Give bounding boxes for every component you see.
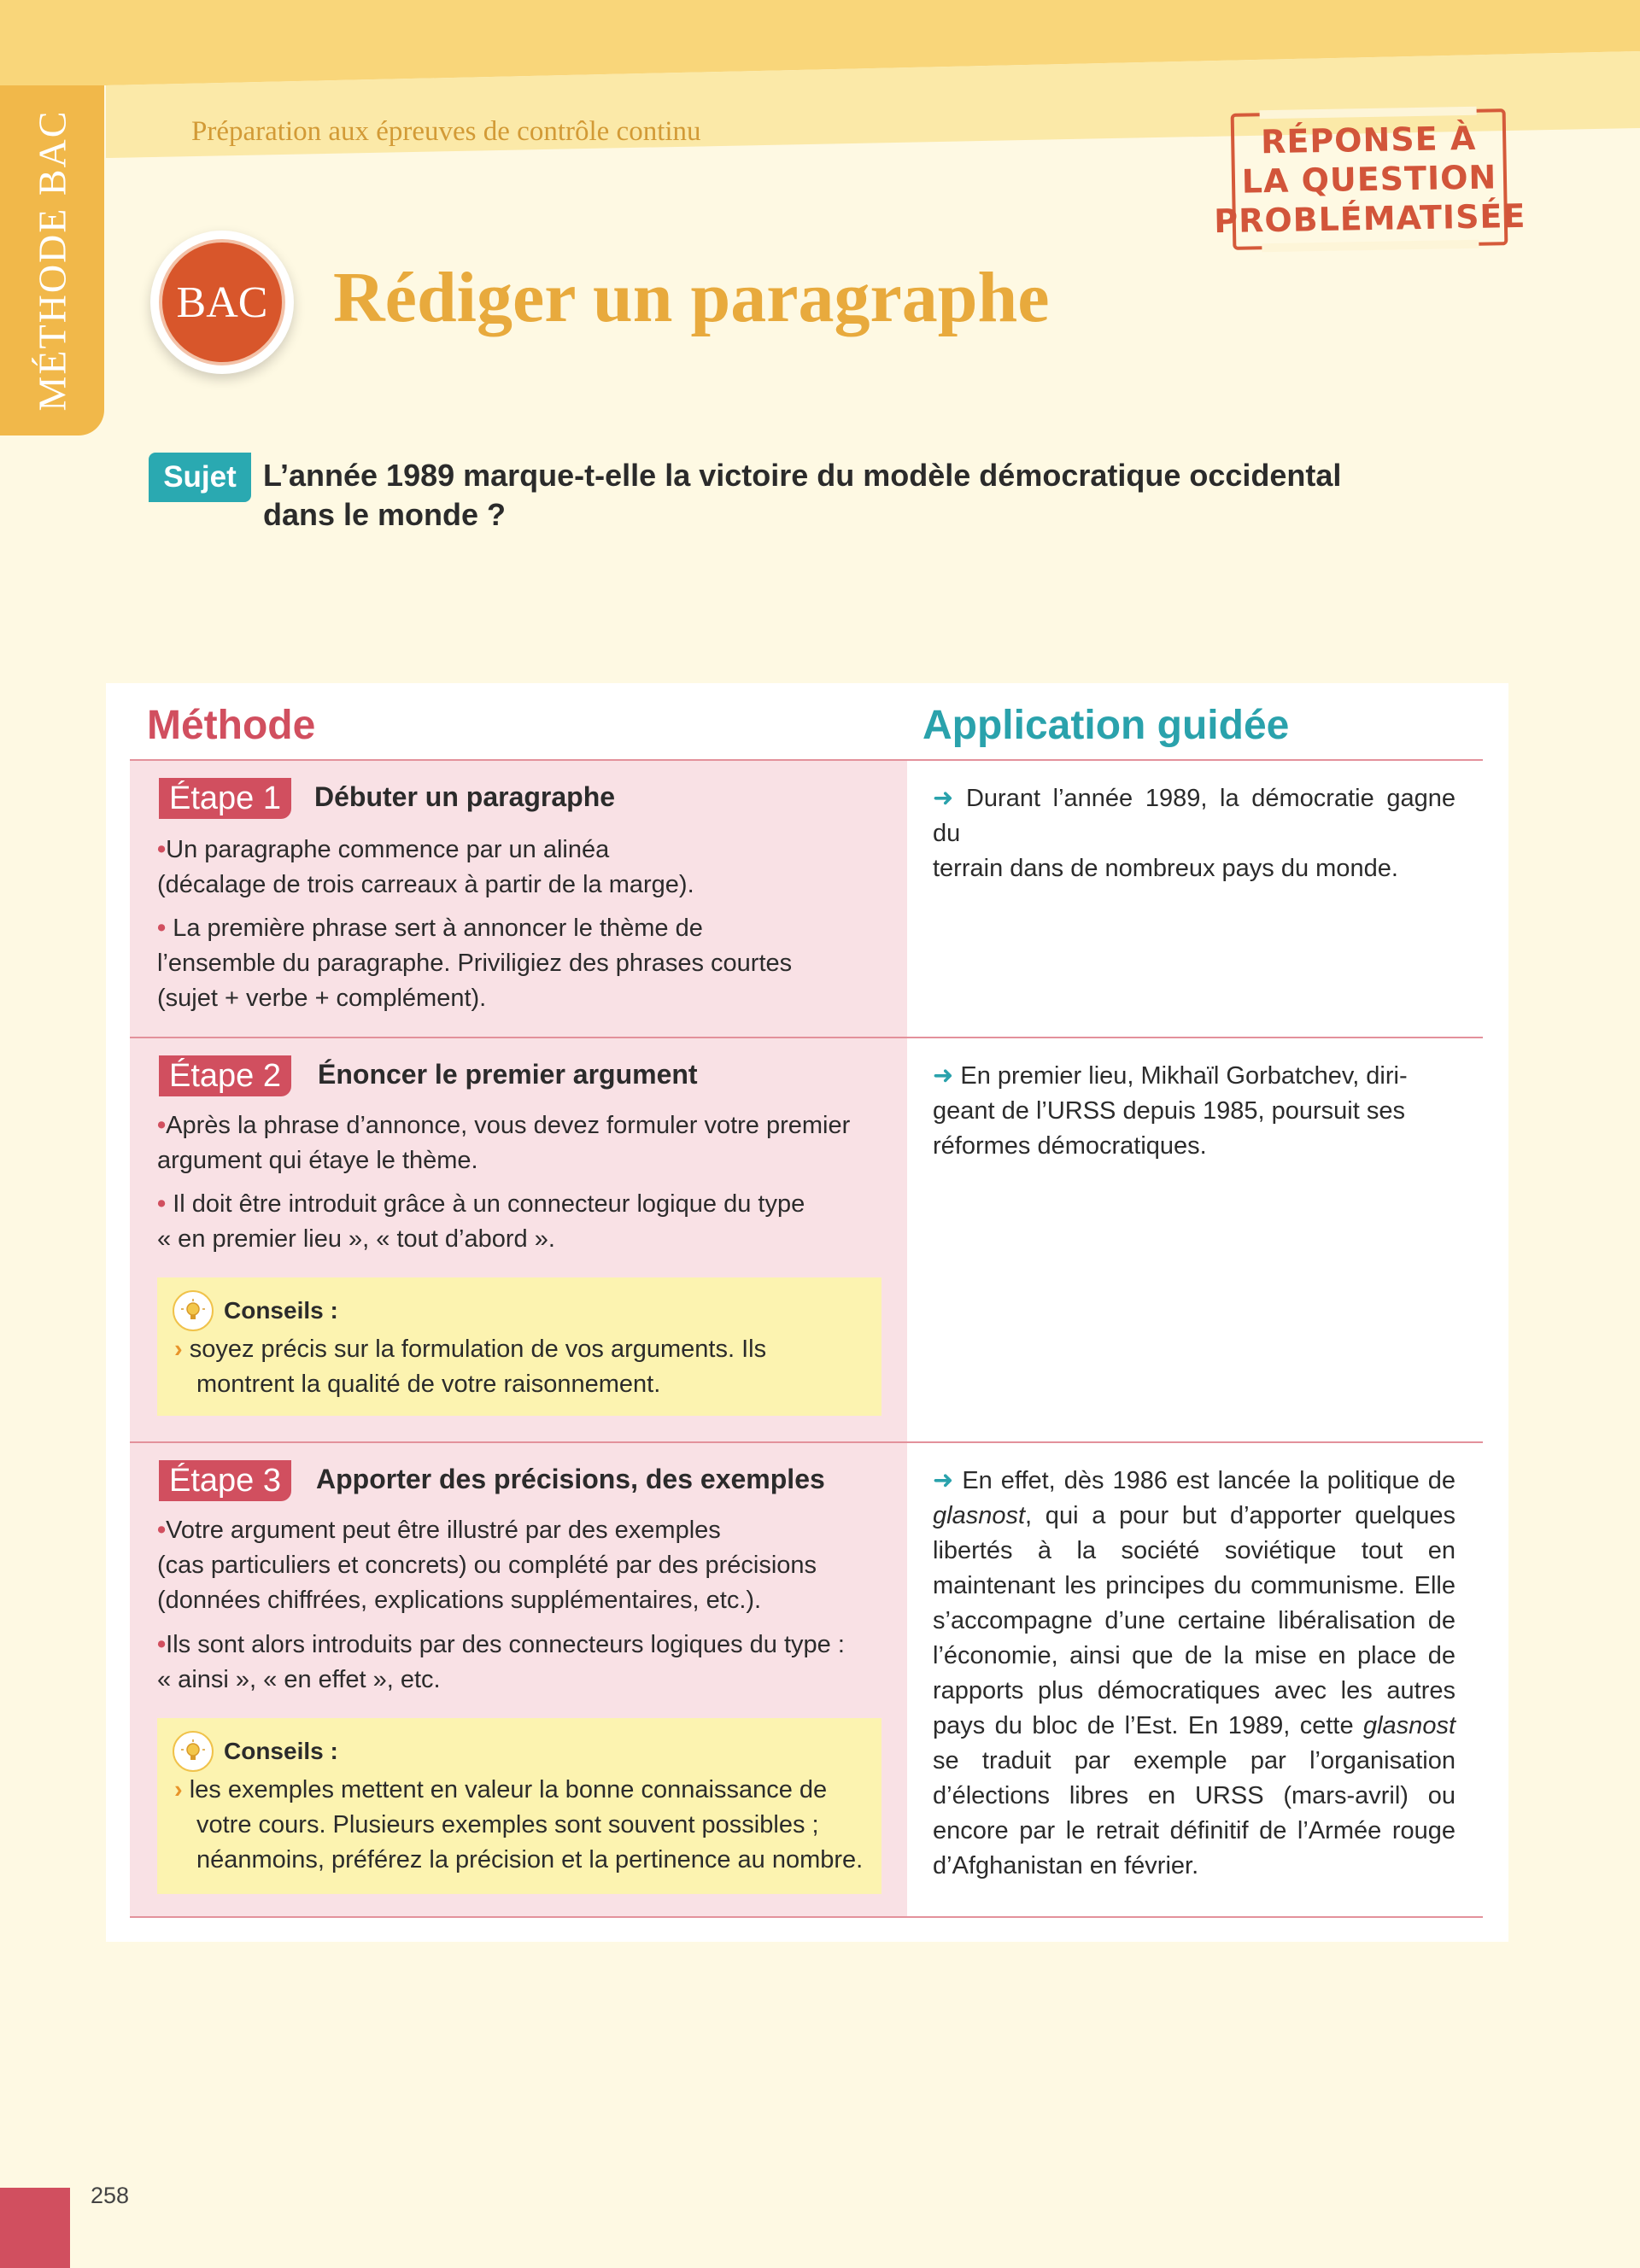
sujet-line-1: L’année 1989 marque-t-elle la victoire du modèle démocratique occidental xyxy=(263,458,1342,493)
methode-cell xyxy=(130,1443,907,1916)
arrow-right-icon: ➜ xyxy=(933,1062,954,1090)
stamp-line-2: LA QUESTION xyxy=(1241,158,1497,201)
application-italic-term: glasnost xyxy=(1362,1712,1456,1739)
conseils-header xyxy=(173,1730,866,1773)
application-line: Durant l’année 1989, la démocratie gagne du xyxy=(933,785,1456,847)
bullet-line: (décalage de trois carreaux à partir de la marge). xyxy=(157,871,694,898)
bullet-line: Après la phrase d’annonce, vous devez formuler votre premier xyxy=(166,1112,851,1139)
conseils-box xyxy=(157,1277,882,1416)
bullet-line: « en premier lieu », « tout d’abord ». xyxy=(157,1225,555,1253)
page-number: 258 xyxy=(91,2183,130,2208)
application-cell xyxy=(907,1443,1483,1916)
methode-cell xyxy=(130,1038,907,1441)
stamp-line-1: RÉPONSE À xyxy=(1260,119,1477,161)
conseils-label: Conseils : xyxy=(224,1297,338,1324)
bullet-line: (données chiffrées, explications supplémentaires, etc.). xyxy=(157,1587,762,1614)
bullet-dot: • xyxy=(157,1112,167,1139)
bullet-dot: • xyxy=(157,1190,167,1218)
bullet-line: Ils sont alors introduits par des connecteurs logiques du type : xyxy=(166,1631,845,1658)
bullet-line: (sujet + verbe + complément). xyxy=(157,985,487,1012)
preparation-line: Préparation aux épreuves de contrôle continu xyxy=(191,116,701,147)
arrow-right-icon: ➜ xyxy=(933,1467,954,1494)
application-cell xyxy=(907,1038,1483,1441)
column-header-application: Application guidée xyxy=(922,703,1290,748)
bulb-icon xyxy=(173,1290,214,1331)
chevron-right-icon: › xyxy=(174,1776,183,1803)
application-text xyxy=(933,1464,1456,1884)
application-segment: se traduit par exemple par l’organisation d’élections libres en URSS (mars-avril) ou encore par le retrait définitif de l’Armée rouge d’Afghanistan en février. xyxy=(933,1747,1456,1879)
etape-label: Étape 3 xyxy=(159,1460,291,1501)
bullet-line: La première phrase sert à annoncer le thème de xyxy=(166,915,703,942)
bullet-line: Il doit être introduit grâce à un connecteur logique du type xyxy=(166,1190,805,1218)
page-title: Rédiger un paragraphe xyxy=(333,258,1050,337)
bac-badge-label: BAC xyxy=(159,239,285,365)
method-bullet xyxy=(157,1108,892,1178)
question-stamp xyxy=(1213,108,1526,250)
application-line: En premier lieu, Mikhaïl Gorbatchev, diri- xyxy=(960,1062,1408,1090)
method-bullet xyxy=(157,1628,892,1698)
column-header-methode: Méthode xyxy=(147,703,316,748)
application-text xyxy=(933,1059,1456,1164)
method-bullet xyxy=(157,1513,892,1618)
application-segment: En effet, dès 1986 est lancée la politique de xyxy=(962,1467,1456,1494)
bullet-dot: • xyxy=(157,1631,167,1658)
conseils-line: votre cours. Plusieurs exemples sont souvent possibles ; xyxy=(196,1811,819,1838)
bulb-icon xyxy=(173,1731,214,1772)
conseils-line: montrent la qualité de votre raisonnement. xyxy=(196,1371,661,1398)
sujet-question xyxy=(263,456,1391,535)
etape-row-2 xyxy=(130,1038,1483,1443)
etape-title: Énoncer le premier argument xyxy=(318,1059,698,1090)
sujet-line-2: dans le monde ? xyxy=(263,497,507,532)
etape-title: Débuter un paragraphe xyxy=(314,781,616,812)
application-line: réformes démocratiques. xyxy=(933,1132,1207,1160)
conseils-label: Conseils : xyxy=(224,1738,338,1764)
etape-title: Apporter des précisions, des exemples xyxy=(316,1464,825,1494)
conseils-line: néanmoins, préférez la précision et la pertinence au nombre. xyxy=(196,1846,864,1873)
methode-cell xyxy=(130,761,907,1037)
bullet-line: (cas particuliers et concrets) ou complété par des précisions xyxy=(157,1552,817,1579)
method-bullet xyxy=(157,1187,892,1257)
bullet-dot: • xyxy=(157,915,167,942)
chevron-right-icon: › xyxy=(174,1336,183,1363)
conseils-line: soyez précis sur la formulation de vos arguments. Ils xyxy=(189,1336,767,1363)
etape-row-1 xyxy=(130,761,1483,1038)
conseils-box xyxy=(157,1718,882,1894)
conseils-line: les exemples mettent en valeur la bonne connaissance de xyxy=(189,1776,828,1803)
application-line: geant de l’URSS depuis 1985, poursuit ses xyxy=(933,1097,1405,1125)
bac-badge xyxy=(150,231,294,374)
arrow-right-icon: ➜ xyxy=(933,785,954,812)
bullet-line: « ainsi », « en effet », etc. xyxy=(157,1666,441,1693)
bullet-line: Votre argument peut être illustré par des exemples xyxy=(166,1517,721,1544)
conseils-text xyxy=(173,1773,866,1878)
application-cell xyxy=(907,761,1483,1037)
bullet-line: argument qui étaye le thème. xyxy=(157,1147,478,1174)
stamp-line-3: PROBLÉMATISÉE xyxy=(1213,196,1526,241)
sujet-tag: Sujet xyxy=(149,453,251,502)
application-segment: , qui a pour but d’apporter quelques libertés à la société soviétique tout en maintenant les principes du communisme. Elle s’accompagne d’une certaine libéralisation de l’économie, ainsi que de la mise en place de rapports plus démocratiques avec les autres pays du bloc de l’Est. En 1989, cette xyxy=(933,1502,1456,1739)
bullet-line: Un paragraphe commence par un alinéa xyxy=(166,836,610,863)
conseils-header xyxy=(173,1289,866,1332)
etape-label: Étape 2 xyxy=(159,1055,291,1096)
etape-row-3 xyxy=(130,1443,1483,1918)
bullet-dot: • xyxy=(157,836,167,863)
conseils-text xyxy=(173,1332,866,1402)
bullet-dot: • xyxy=(157,1517,167,1544)
bullet-line: l’ensemble du paragraphe. Priviligiez des phrases courtes xyxy=(157,950,793,977)
method-bullet xyxy=(157,911,892,1016)
method-bullet xyxy=(157,833,892,903)
application-line: terrain dans de nombreux pays du monde. xyxy=(933,855,1398,882)
side-tab-label: MÉTHODE BAC xyxy=(30,109,74,412)
application-italic-term: glasnost xyxy=(933,1502,1026,1529)
page-number-tab xyxy=(0,2188,70,2268)
application-text xyxy=(933,781,1456,886)
etape-label: Étape 1 xyxy=(159,778,291,819)
